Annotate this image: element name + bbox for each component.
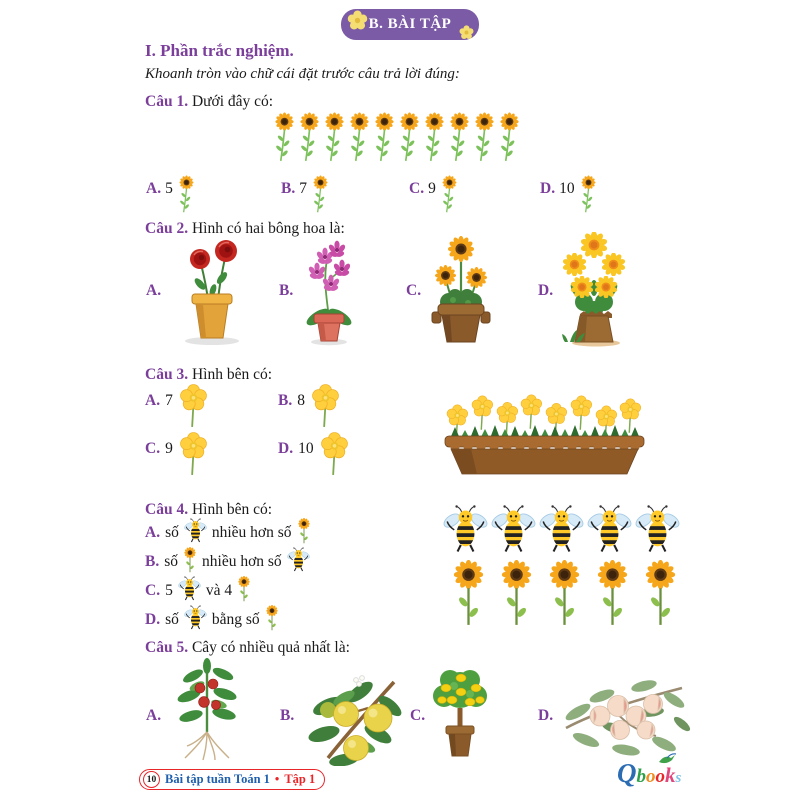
sunflower-icon [311,174,330,215]
branch-with-yellow-fruits [298,672,406,766]
q4-title [145,501,272,519]
sunflower-icon [422,111,447,164]
q1-option-c[interactable] [409,180,459,215]
q4-option-c[interactable] [145,578,251,604]
option-text: nhiều hơn số [211,524,292,541]
logo-letter: b [636,766,646,787]
tomato-plant-with-roots [163,658,251,762]
option-letter: D. [145,611,161,628]
sunflower-icon [447,111,472,164]
sunflower-icon [297,111,322,164]
three-sunflowers-in-brown-pot [422,232,500,346]
bee-icon [587,504,632,554]
bird-icon [657,752,677,766]
peach-branch [556,672,692,764]
option-letter: D. [278,440,294,457]
footer-separator: • [274,772,280,786]
bee-icon [635,504,680,554]
q2-text: Hình có hai bông hoa là: [191,220,345,237]
q4-option-d[interactable] [145,607,279,633]
q2-label: Câu 2. [145,220,189,237]
q5-option-a-letter[interactable]: A. [146,707,162,724]
q5-option-b-letter[interactable]: B. [280,707,295,724]
option-text: 5 [165,582,173,599]
option-text: số [165,524,179,541]
publisher-logo [617,758,692,796]
section-heading: I. Phần trắc nghiệm. [145,41,294,60]
option-text: số [164,553,179,570]
option-letter: A. [146,180,162,197]
q1-title [145,93,273,111]
sunflower-icon [265,605,279,636]
q1-sunflower-row [272,111,522,164]
q3-option-d[interactable] [278,440,350,476]
sunflower-icon [397,111,422,164]
option-value: 7 [299,180,307,197]
q4-text: Hình bên có: [191,501,273,518]
option-value: 9 [165,440,173,457]
sunflower-icon [322,111,347,164]
logo-letter: k [665,763,676,787]
option-value: 8 [297,392,305,409]
sunflower-icon [440,174,459,215]
sunflower-icon [472,111,497,164]
buttercup-flower-icon [310,384,341,428]
option-text: bằng số [211,611,260,628]
buttercup-flower-icon [178,432,209,476]
bee-icon [443,504,488,554]
buttercup-flower-icon [319,432,350,476]
q5-text: Cây có nhiều quả nhất là: [191,639,350,656]
sunflower-icon [372,111,397,164]
q2-option-a-letter[interactable]: A. [146,282,162,299]
buttercup-flower-icon [178,384,209,428]
q5-label: Câu 5. [145,639,189,656]
flower-icon [347,10,368,31]
option-letter: A. [145,524,161,541]
bee-icon [491,504,536,554]
instruction-text: Khoanh tròn vào chữ cái đặt trước câu trả lời đúng: [145,66,460,82]
sunflower-icon [237,576,251,607]
q4-option-a[interactable] [145,520,311,546]
option-letter: C. [145,440,161,457]
bee-icon [539,504,584,554]
option-letter: C. [409,180,425,197]
q1-text: Dưới đây có: [191,93,274,110]
option-value: 5 [165,180,173,197]
q3-option-c[interactable] [145,440,209,476]
flower-icon [459,25,474,40]
option-text: số [165,611,179,628]
option-value: 10 [559,180,575,197]
sunflower-icon [497,111,522,164]
page-number: 10 [143,771,160,788]
bee-icon [184,605,207,635]
sunflower-icon [545,560,584,627]
logo-letter: s [675,770,682,786]
option-value: 9 [428,180,436,197]
potted-lemon-tree [428,666,492,760]
option-letter: B. [281,180,296,197]
q3-text: Hình bên có: [191,366,273,383]
q5-option-d-letter[interactable]: D. [538,707,554,724]
sunflower-icon [297,518,311,549]
flower-planter-box [437,370,652,475]
q3-title [145,366,272,384]
sunflower-icon [497,560,536,627]
pink-orchid-in-red-pot [297,240,361,346]
q3-option-a[interactable] [145,392,209,428]
q2-option-c-letter[interactable]: C. [406,282,422,299]
option-text: và 4 [205,582,233,599]
sunflower-icon [183,547,197,578]
book-title: Bài tập tuần Toán 1 [165,772,270,786]
footer-badge [139,769,325,790]
planter-box [437,423,652,475]
option-text: nhiều hơn số [202,553,282,570]
logo-letter: o [646,766,656,787]
q4-label: Câu 4. [145,501,189,518]
sunflower-icon [272,111,297,164]
q2-option-d-letter[interactable]: D. [538,282,554,299]
q4-option-b[interactable] [145,549,310,575]
q5-option-c-letter[interactable]: C. [410,707,426,724]
q5-title [145,639,350,657]
two-red-roses-in-yellow-pot [170,238,254,346]
q3-label: Câu 3. [145,366,189,383]
option-value: 10 [298,440,314,457]
volume-label: Tập 1 [284,772,316,786]
option-letter: D. [540,180,556,197]
logo-letter: Q [617,758,637,788]
q2-option-b-letter[interactable]: B. [279,282,294,299]
q4-sunflower-row [449,560,680,627]
sunflower-icon [177,174,196,215]
option-letter: C. [145,582,161,599]
option-letter: B. [145,553,160,570]
q1-option-b[interactable] [281,180,330,215]
q2-title [145,220,345,238]
q3-option-b[interactable] [278,392,341,428]
sunflower-icon [593,560,632,627]
bee-icon [287,547,310,577]
banner-title: B. BÀI TẬP [368,16,452,32]
q1-option-d[interactable] [540,180,598,215]
option-letter: A. [145,392,161,409]
option-value: 7 [165,392,173,409]
q1-option-a[interactable] [146,180,196,215]
q1-label: Câu 1. [145,93,189,110]
logo-letter: o [655,766,665,787]
sunflower-icon [579,174,598,215]
option-letter: B. [278,392,293,409]
sunflower-icon [347,111,372,164]
five-sunflowers-in-brown-pot [556,228,632,348]
q4-bee-row [443,504,680,554]
bee-icon [184,518,207,548]
sunflower-icon [449,560,488,627]
bee-icon [178,576,201,606]
sunflower-icon [641,560,680,627]
